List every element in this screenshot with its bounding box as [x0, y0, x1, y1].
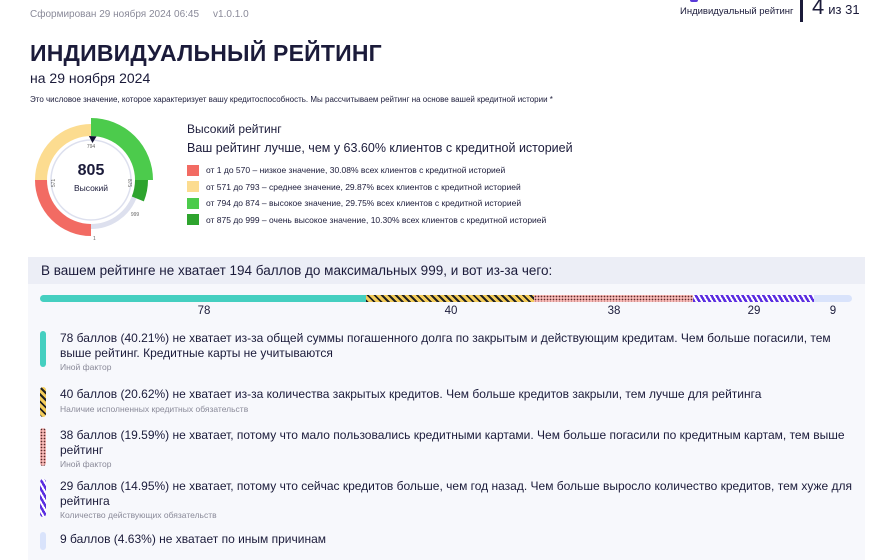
rating-legend [187, 162, 546, 228]
bar-segment [814, 295, 852, 302]
legend-swatch [187, 165, 199, 176]
section-label: Индивидуальный рейтинг [680, 6, 794, 17]
gauge-inner-ring [51, 140, 131, 220]
legend-text: от 794 до 874 – высокое значение, 29.75% всех клиентов с кредитной историей [206, 198, 522, 209]
rating-comparison: Ваш рейтинг лучше, чем у 63.60% клиентов с кредитной историей [187, 141, 573, 155]
item-category: Иной фактор [60, 459, 112, 469]
missing-item [40, 428, 855, 469]
factor-indicator [40, 479, 46, 517]
rating-title: Высокий рейтинг [187, 122, 282, 136]
gauge-arc-remaining [91, 197, 134, 226]
bar-label: 40 [444, 305, 458, 317]
tick-1: 1 [93, 236, 96, 242]
report-date: на 29 ноября 2024 [30, 70, 151, 86]
report-meta [30, 9, 263, 20]
page-number: 4 [812, 0, 825, 19]
divider [800, 0, 803, 22]
legend-item [187, 179, 546, 196]
item-text: 9 баллов (4.63%) не хватает по иным причинам [60, 532, 327, 546]
missing-points-bar [40, 295, 852, 302]
bar-segment [366, 295, 533, 302]
missing-item [40, 331, 855, 372]
gauge-score: 805 [77, 162, 105, 179]
bar-segment [693, 295, 814, 302]
missing-headline: В вашем рейтинге не хватает 194 баллов до максимальных 999, и вот из-за чего: [28, 257, 865, 284]
tick-875: 875 [126, 178, 132, 188]
page-indicator [812, 0, 860, 20]
gauge-arc-very-high [138, 180, 142, 199]
rating-gauge [28, 118, 158, 248]
factor-indicator [40, 532, 46, 550]
factor-indicator [40, 387, 46, 417]
legend-item [187, 162, 546, 179]
missing-item [40, 387, 855, 414]
section-icon [690, 0, 698, 2]
bar-label: 9 [829, 305, 837, 317]
factor-indicator [40, 331, 46, 367]
tick-571: 571 [51, 178, 57, 188]
legend-text: от 875 до 999 – очень высокое значение, 10.30% всех клиентов с кредитной историей [206, 214, 547, 225]
tick-999: 999 [130, 212, 140, 218]
bar-label: 38 [607, 305, 621, 317]
legend-item [187, 195, 546, 212]
bar-label: 78 [197, 305, 211, 317]
legend-swatch [187, 214, 199, 225]
legend-swatch [187, 181, 199, 192]
item-text: 38 баллов (19.59%) не хватает, потому что мало пользовались кредитными картами. Чем больше погасили по кредитным картам, тем выше рейтинг [60, 428, 845, 457]
item-category: Количество действующих обязательств [60, 510, 217, 520]
legend-swatch [187, 198, 199, 209]
legend-text: от 1 до 570 – низкое значение, 30.08% всех клиентов с кредитной историей [206, 165, 506, 176]
legend-item [187, 212, 546, 229]
item-text: 40 баллов (20.62%) не хватает из-за количества закрытых кредитов. Чем больше кредитов закрыли, тем лучше для рейтинга [60, 387, 762, 401]
bar-label: 29 [747, 305, 761, 317]
description: Это числовое значение, которое характеризует вашу кредитоспособность. Мы рассчитываем рейтинг на основе вашей кредитной истории * [30, 95, 553, 104]
item-category: Иной фактор [60, 362, 112, 372]
bar-segment [40, 295, 366, 302]
generated-date: Сформирован 29 ноября 2024 06:45 [30, 9, 200, 20]
page-title: ИНДИВИДУАЛЬНЫЙ РЕЙТИНГ [30, 40, 382, 66]
item-category: Наличие исполненных кредитных обязательств [60, 403, 249, 414]
bar-segment [534, 295, 693, 302]
version: v1.0.1.0 [213, 9, 249, 20]
gauge-level: Высокий [73, 183, 109, 193]
item-text: 29 баллов (14.95%) не хватает, потому что сейчас кредитов больше, чем год назад. Чем больше выросло количество кредитов, тем хуже для рейтинга [60, 479, 853, 508]
missing-item [40, 532, 855, 547]
legend-text: от 571 до 793 – среднее значение, 29.87% всех клиентов с кредитной историей [206, 181, 521, 192]
missing-item [40, 479, 855, 520]
tick-794: 794 [86, 144, 96, 150]
factor-indicator [40, 428, 46, 466]
item-text: 78 баллов (40.21%) не хватает из-за общей суммы погашенного долга по закрытым и действующим кредитам. Чем больше погасили, тем выше рейтинг. Кредитные карты не учитываются [60, 331, 831, 360]
page-total: из 31 [828, 2, 860, 17]
